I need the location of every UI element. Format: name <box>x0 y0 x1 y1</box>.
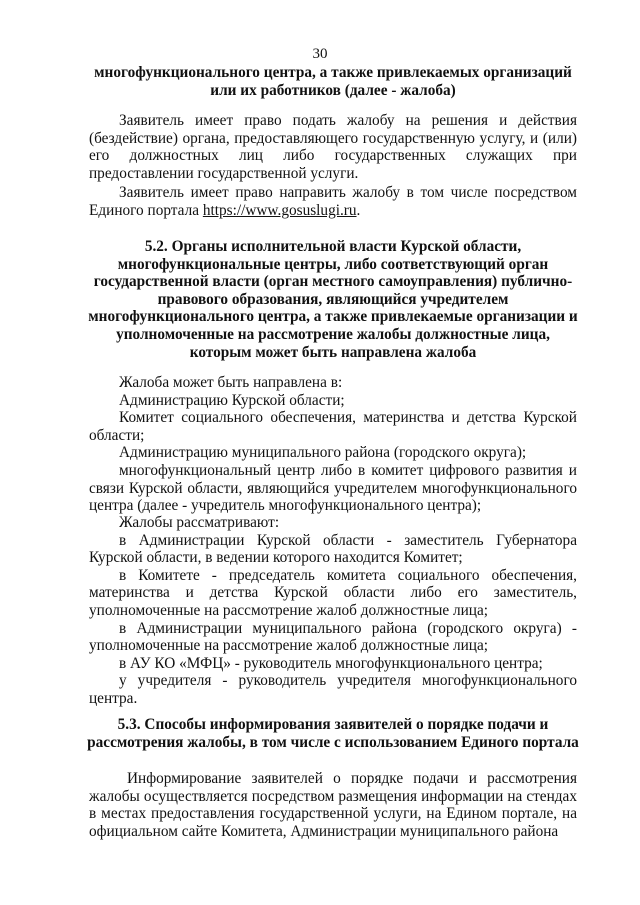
destination-item: Комитет социального обеспечения, материнства и детства Курской области; <box>89 409 577 444</box>
paragraph-information: Информирование заявителей о порядке подачи и рассмотрения жалобы осуществляется посредством размещения информации на стендах в местах предоставления государственной услуги, на Едином портале, на официальном сайте Комитета, Администрации муниципального района <box>89 770 577 840</box>
gosuslugi-link[interactable]: https://www.gosuslugi.ru <box>202 201 357 219</box>
portal-suffix: . <box>356 201 361 219</box>
section-5-3-line-1: 5.3. Способы информирования заявителей о порядке подачи и <box>117 716 549 733</box>
paragraph-portal <box>89 184 577 219</box>
reviewer-item: в Администрации Курской области - заместитель Губернатора Курской области, в ведении которого находится Комитет; <box>89 531 577 567</box>
section-5-3-line-2: рассмотрения жалобы, в том числе с использованием Единого портала <box>87 733 579 751</box>
section-5-2-line: 5.2. Органы исполнительной власти Курской области, <box>144 238 522 255</box>
heading-line-1: многофункционального центра, а также привлекаемых организаций <box>94 64 572 81</box>
section-5-2-heading <box>84 238 582 361</box>
complaint-reviewers <box>89 514 577 708</box>
reviewer-item: у учредителя - руководитель учредителя многофункционального центра. <box>89 672 577 707</box>
complaint-destinations <box>89 374 577 515</box>
section-5-3-heading <box>84 716 582 751</box>
paragraph-right-to-complain: Заявитель имеет право подать жалобу на решения и действия (бездействие) органа, предоставляющего государственную услугу, и (или) его должностных лиц либо государственных служащих при предоставлении государственной услуги. <box>89 112 577 182</box>
destinations-intro: Жалоба может быть направлена в: <box>119 374 343 391</box>
destination-item: Администрацию Курской области; <box>119 391 345 409</box>
heading-continuation <box>80 64 586 99</box>
reviewer-item: в АУ КО «МФЦ» - руководитель многофункционального центра; <box>119 654 543 672</box>
destination-item: многофункциональный центр либо в комитет цифрового развития и связи Курской области, являющийся учредителем многофункционального центра (далее - учредитель многофункционального центра); <box>89 461 577 515</box>
destination-item: Администрацию муниципального района (городского округа); <box>119 444 527 462</box>
page-number: 30 <box>312 46 328 62</box>
section-5-2-line: которым может быть направлена жалоба <box>189 343 477 361</box>
heading-line-2: или их работников (далее - жалоба) <box>210 81 456 99</box>
reviewers-intro: Жалобы рассматривают: <box>119 514 280 531</box>
section-5-2-line: уполномоченные на рассмотрение жалобы должностные лица, <box>116 325 550 343</box>
reviewer-item: в Комитете - председатель комитета социального обеспечения, материнства и детства Курской области либо его заместитель, уполномоченные на рассмотрение жалоб должностные лица; <box>89 566 577 619</box>
reviewer-item: в Администрации муниципального района (городского округа) - уполномоченные на рассмотрение жалоб должностные лица; <box>89 619 577 655</box>
section-5-2-line: многофункционального центра, а также привлекаемые организации и <box>88 308 578 326</box>
section-5-2-line: государственной власти (орган местного самоуправления) публично- <box>93 273 573 291</box>
section-5-2-line: многофункциональные центры, либо соответствующий орган <box>117 255 549 273</box>
section-5-2-line: правового образования, являющийся учредителем <box>157 290 509 308</box>
portal-text: Заявитель имеет право направить жалобу в том числе посредством Единого портала <box>89 184 577 219</box>
